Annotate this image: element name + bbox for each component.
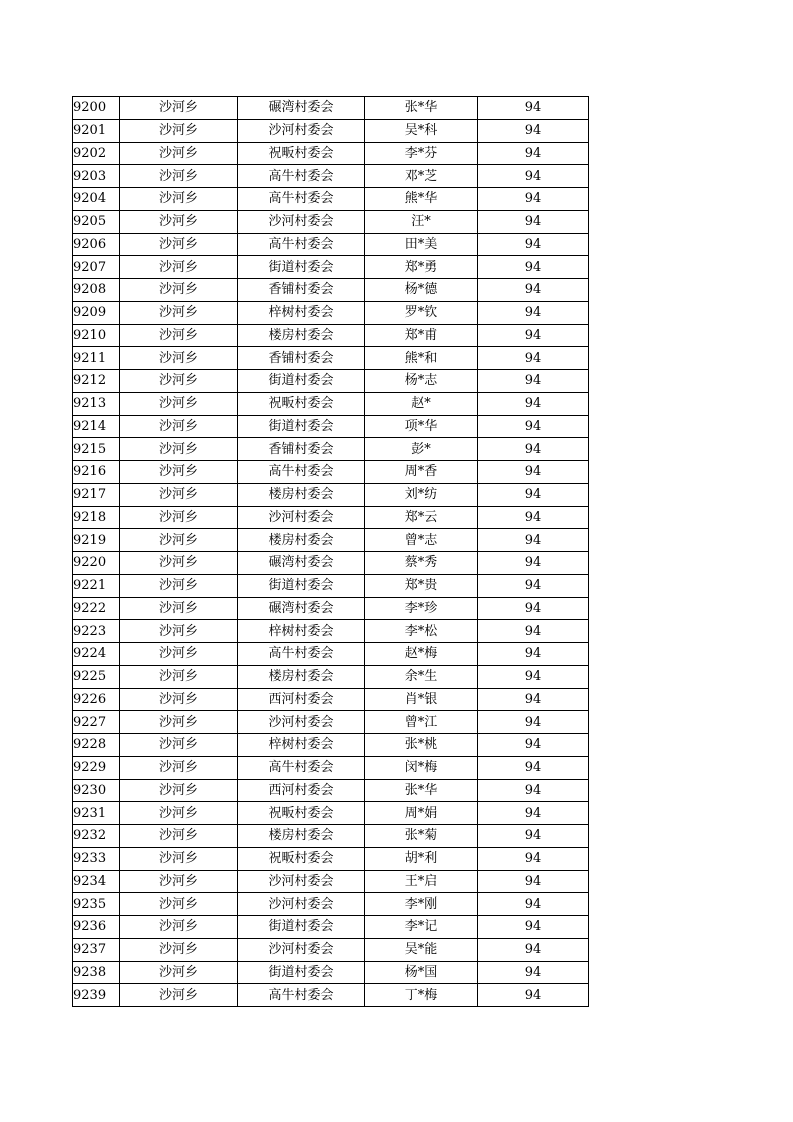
cell-village: 楼房村委会	[238, 529, 365, 552]
cell-village: 沙河村委会	[238, 119, 365, 142]
cell-village: 香铺村委会	[238, 279, 365, 302]
cell-id: 9238	[73, 961, 120, 984]
cell-id: 9231	[73, 802, 120, 825]
cell-town: 沙河乡	[120, 233, 238, 256]
cell-village: 街道村委会	[238, 574, 365, 597]
cell-score: 94	[478, 847, 589, 870]
cell-score: 94	[478, 188, 589, 211]
cell-score: 94	[478, 415, 589, 438]
cell-name: 胡*利	[365, 847, 478, 870]
cell-name: 罗*钦	[365, 301, 478, 324]
cell-village: 碾湾村委会	[238, 97, 365, 120]
cell-town: 沙河乡	[120, 301, 238, 324]
table-row	[73, 574, 589, 597]
cell-id: 9216	[73, 461, 120, 484]
cell-score: 94	[478, 916, 589, 939]
cell-id: 9232	[73, 825, 120, 848]
cell-name: 杨*国	[365, 961, 478, 984]
table-row	[73, 893, 589, 916]
table-row	[73, 97, 589, 120]
cell-score: 94	[478, 779, 589, 802]
cell-village: 沙河村委会	[238, 506, 365, 529]
cell-id: 9207	[73, 256, 120, 279]
cell-id: 9204	[73, 188, 120, 211]
cell-id: 9211	[73, 347, 120, 370]
cell-name: 赵*	[365, 392, 478, 415]
cell-score: 94	[478, 734, 589, 757]
cell-score: 94	[478, 165, 589, 188]
table-row	[73, 279, 589, 302]
cell-name: 张*菊	[365, 825, 478, 848]
table-row	[73, 142, 589, 165]
table-row	[73, 119, 589, 142]
table-row	[73, 506, 589, 529]
cell-id: 9206	[73, 233, 120, 256]
cell-score: 94	[478, 574, 589, 597]
table-row	[73, 210, 589, 233]
cell-score: 94	[478, 438, 589, 461]
cell-score: 94	[478, 529, 589, 552]
cell-score: 94	[478, 552, 589, 575]
cell-village: 碾湾村委会	[238, 597, 365, 620]
cell-id: 9202	[73, 142, 120, 165]
cell-name: 蔡*秀	[365, 552, 478, 575]
cell-village: 梓树村委会	[238, 301, 365, 324]
table-row	[73, 643, 589, 666]
cell-score: 94	[478, 233, 589, 256]
cell-town: 沙河乡	[120, 347, 238, 370]
cell-name: 李*珍	[365, 597, 478, 620]
cell-town: 沙河乡	[120, 574, 238, 597]
table-row	[73, 916, 589, 939]
cell-name: 王*启	[365, 870, 478, 893]
cell-name: 彭*	[365, 438, 478, 461]
table-row	[73, 688, 589, 711]
cell-name: 邓*芝	[365, 165, 478, 188]
cell-score: 94	[478, 665, 589, 688]
data-table	[72, 96, 589, 1007]
cell-village: 沙河村委会	[238, 210, 365, 233]
cell-village: 祝畈村委会	[238, 802, 365, 825]
cell-village: 楼房村委会	[238, 483, 365, 506]
cell-id: 9218	[73, 506, 120, 529]
cell-town: 沙河乡	[120, 665, 238, 688]
cell-town: 沙河乡	[120, 438, 238, 461]
cell-name: 闵*梅	[365, 756, 478, 779]
cell-village: 高牛村委会	[238, 984, 365, 1007]
cell-id: 9227	[73, 711, 120, 734]
cell-id: 9228	[73, 734, 120, 757]
cell-town: 沙河乡	[120, 870, 238, 893]
cell-town: 沙河乡	[120, 620, 238, 643]
cell-town: 沙河乡	[120, 142, 238, 165]
cell-town: 沙河乡	[120, 210, 238, 233]
cell-name: 熊*华	[365, 188, 478, 211]
table-row	[73, 370, 589, 393]
cell-score: 94	[478, 688, 589, 711]
cell-town: 沙河乡	[120, 893, 238, 916]
cell-score: 94	[478, 620, 589, 643]
table-row	[73, 870, 589, 893]
cell-village: 沙河村委会	[238, 870, 365, 893]
cell-id: 9237	[73, 938, 120, 961]
cell-village: 街道村委会	[238, 961, 365, 984]
cell-village: 街道村委会	[238, 415, 365, 438]
cell-town: 沙河乡	[120, 415, 238, 438]
cell-id: 9226	[73, 688, 120, 711]
cell-town: 沙河乡	[120, 734, 238, 757]
cell-town: 沙河乡	[120, 984, 238, 1007]
cell-village: 梓树村委会	[238, 734, 365, 757]
cell-id: 9217	[73, 483, 120, 506]
table-row	[73, 984, 589, 1007]
cell-id: 9201	[73, 119, 120, 142]
table-row	[73, 825, 589, 848]
cell-score: 94	[478, 142, 589, 165]
cell-id: 9215	[73, 438, 120, 461]
cell-town: 沙河乡	[120, 938, 238, 961]
table-row	[73, 961, 589, 984]
cell-town: 沙河乡	[120, 165, 238, 188]
cell-village: 街道村委会	[238, 256, 365, 279]
cell-score: 94	[478, 597, 589, 620]
cell-name: 李*刚	[365, 893, 478, 916]
cell-id: 9229	[73, 756, 120, 779]
cell-village: 西河村委会	[238, 779, 365, 802]
cell-id: 9225	[73, 665, 120, 688]
cell-id: 9209	[73, 301, 120, 324]
cell-id: 9224	[73, 643, 120, 666]
cell-score: 94	[478, 210, 589, 233]
cell-village: 梓树村委会	[238, 620, 365, 643]
cell-village: 西河村委会	[238, 688, 365, 711]
table-row	[73, 552, 589, 575]
cell-town: 沙河乡	[120, 97, 238, 120]
cell-town: 沙河乡	[120, 711, 238, 734]
table-row	[73, 734, 589, 757]
cell-village: 香铺村委会	[238, 438, 365, 461]
cell-name: 周*香	[365, 461, 478, 484]
cell-town: 沙河乡	[120, 279, 238, 302]
cell-village: 祝畈村委会	[238, 392, 365, 415]
cell-town: 沙河乡	[120, 552, 238, 575]
cell-score: 94	[478, 347, 589, 370]
cell-score: 94	[478, 506, 589, 529]
cell-score: 94	[478, 256, 589, 279]
table-row	[73, 415, 589, 438]
cell-village: 祝畈村委会	[238, 847, 365, 870]
cell-town: 沙河乡	[120, 188, 238, 211]
cell-town: 沙河乡	[120, 483, 238, 506]
cell-village: 祝畈村委会	[238, 142, 365, 165]
cell-name: 李*松	[365, 620, 478, 643]
table-body	[73, 97, 589, 1007]
cell-id: 9222	[73, 597, 120, 620]
table-row	[73, 165, 589, 188]
cell-village: 高牛村委会	[238, 188, 365, 211]
cell-id: 9223	[73, 620, 120, 643]
cell-town: 沙河乡	[120, 461, 238, 484]
cell-name: 郑*贵	[365, 574, 478, 597]
cell-score: 94	[478, 279, 589, 302]
table-row	[73, 847, 589, 870]
cell-id: 9239	[73, 984, 120, 1007]
cell-name: 郑*云	[365, 506, 478, 529]
cell-name: 郑*勇	[365, 256, 478, 279]
cell-name: 曾*江	[365, 711, 478, 734]
cell-id: 9212	[73, 370, 120, 393]
cell-id: 9213	[73, 392, 120, 415]
cell-name: 汪*	[365, 210, 478, 233]
cell-score: 94	[478, 324, 589, 347]
cell-town: 沙河乡	[120, 370, 238, 393]
cell-score: 94	[478, 825, 589, 848]
cell-score: 94	[478, 711, 589, 734]
cell-score: 94	[478, 392, 589, 415]
cell-score: 94	[478, 893, 589, 916]
cell-id: 9235	[73, 893, 120, 916]
table-row	[73, 665, 589, 688]
cell-score: 94	[478, 961, 589, 984]
cell-name: 杨*德	[365, 279, 478, 302]
cell-village: 高牛村委会	[238, 233, 365, 256]
table-row	[73, 779, 589, 802]
cell-id: 9230	[73, 779, 120, 802]
cell-name: 张*桃	[365, 734, 478, 757]
cell-id: 9210	[73, 324, 120, 347]
cell-village: 碾湾村委会	[238, 552, 365, 575]
cell-town: 沙河乡	[120, 847, 238, 870]
table-row	[73, 483, 589, 506]
cell-name: 李*芬	[365, 142, 478, 165]
cell-score: 94	[478, 119, 589, 142]
table-row	[73, 597, 589, 620]
cell-village: 高牛村委会	[238, 165, 365, 188]
cell-town: 沙河乡	[120, 802, 238, 825]
cell-score: 94	[478, 870, 589, 893]
cell-id: 9208	[73, 279, 120, 302]
cell-town: 沙河乡	[120, 961, 238, 984]
cell-name: 郑*甫	[365, 324, 478, 347]
cell-town: 沙河乡	[120, 688, 238, 711]
cell-town: 沙河乡	[120, 779, 238, 802]
table-row	[73, 438, 589, 461]
cell-village: 楼房村委会	[238, 825, 365, 848]
table-row	[73, 620, 589, 643]
cell-name: 余*生	[365, 665, 478, 688]
cell-town: 沙河乡	[120, 256, 238, 279]
cell-town: 沙河乡	[120, 119, 238, 142]
cell-name: 田*美	[365, 233, 478, 256]
cell-town: 沙河乡	[120, 529, 238, 552]
cell-score: 94	[478, 301, 589, 324]
cell-name: 项*华	[365, 415, 478, 438]
cell-name: 吴*科	[365, 119, 478, 142]
cell-name: 丁*梅	[365, 984, 478, 1007]
table-row	[73, 711, 589, 734]
table-row	[73, 233, 589, 256]
cell-score: 94	[478, 938, 589, 961]
cell-town: 沙河乡	[120, 506, 238, 529]
cell-name: 周*娟	[365, 802, 478, 825]
cell-id: 9233	[73, 847, 120, 870]
cell-score: 94	[478, 461, 589, 484]
table-row	[73, 347, 589, 370]
cell-score: 94	[478, 984, 589, 1007]
cell-id: 9221	[73, 574, 120, 597]
table-row	[73, 938, 589, 961]
cell-name: 赵*梅	[365, 643, 478, 666]
table-row	[73, 301, 589, 324]
cell-name: 杨*志	[365, 370, 478, 393]
cell-name: 张*华	[365, 779, 478, 802]
cell-score: 94	[478, 756, 589, 779]
cell-id: 9200	[73, 97, 120, 120]
cell-town: 沙河乡	[120, 643, 238, 666]
cell-id: 9236	[73, 916, 120, 939]
cell-village: 楼房村委会	[238, 324, 365, 347]
cell-village: 楼房村委会	[238, 665, 365, 688]
cell-town: 沙河乡	[120, 392, 238, 415]
cell-town: 沙河乡	[120, 825, 238, 848]
table-row	[73, 324, 589, 347]
cell-name: 曾*志	[365, 529, 478, 552]
cell-id: 9203	[73, 165, 120, 188]
cell-id: 9214	[73, 415, 120, 438]
cell-village: 沙河村委会	[238, 893, 365, 916]
cell-id: 9205	[73, 210, 120, 233]
cell-id: 9220	[73, 552, 120, 575]
table-row	[73, 529, 589, 552]
table-row	[73, 802, 589, 825]
table-row	[73, 461, 589, 484]
cell-village: 沙河村委会	[238, 938, 365, 961]
cell-village: 街道村委会	[238, 916, 365, 939]
cell-score: 94	[478, 643, 589, 666]
cell-score: 94	[478, 802, 589, 825]
table-row	[73, 188, 589, 211]
cell-village: 街道村委会	[238, 370, 365, 393]
table-row	[73, 756, 589, 779]
cell-name: 肖*银	[365, 688, 478, 711]
cell-name: 李*记	[365, 916, 478, 939]
cell-score: 94	[478, 483, 589, 506]
cell-name: 吴*能	[365, 938, 478, 961]
cell-village: 香铺村委会	[238, 347, 365, 370]
cell-name: 熊*和	[365, 347, 478, 370]
cell-town: 沙河乡	[120, 916, 238, 939]
cell-village: 高牛村委会	[238, 756, 365, 779]
cell-name: 张*华	[365, 97, 478, 120]
table-row	[73, 256, 589, 279]
cell-name: 刘*纺	[365, 483, 478, 506]
cell-score: 94	[478, 97, 589, 120]
table-row	[73, 392, 589, 415]
cell-village: 高牛村委会	[238, 643, 365, 666]
cell-id: 9219	[73, 529, 120, 552]
cell-town: 沙河乡	[120, 597, 238, 620]
cell-score: 94	[478, 370, 589, 393]
cell-village: 沙河村委会	[238, 711, 365, 734]
cell-village: 高牛村委会	[238, 461, 365, 484]
cell-id: 9234	[73, 870, 120, 893]
cell-town: 沙河乡	[120, 756, 238, 779]
cell-town: 沙河乡	[120, 324, 238, 347]
